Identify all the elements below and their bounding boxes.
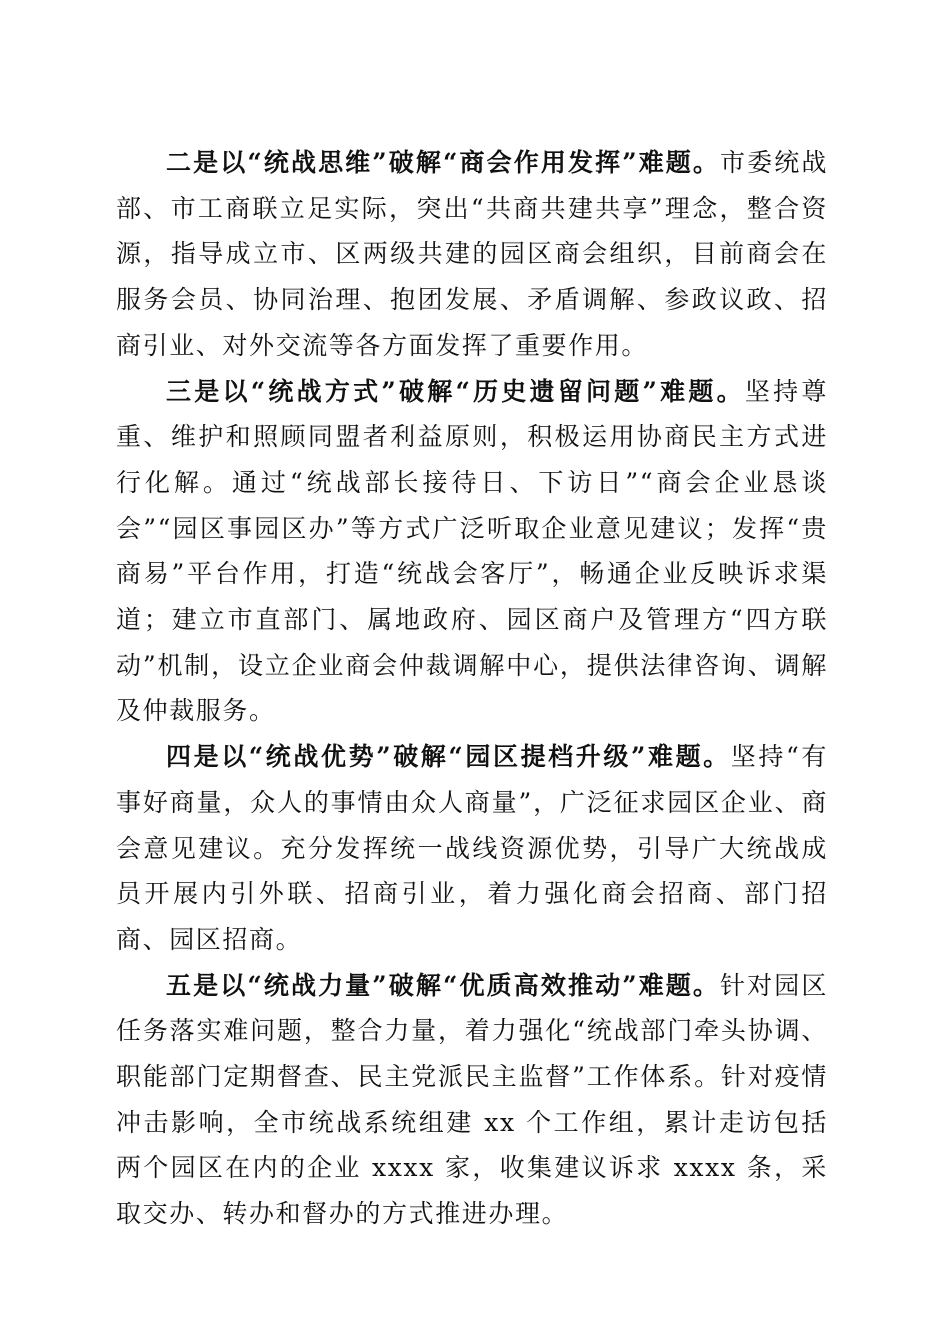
paragraph-5 (116, 963, 828, 1237)
paragraph-5-body: 针对园区任务落实难问题，整合力量，着力强化“统战部门牵头协调、职能部门定期督查、民主党派民主监督”工作体系。针对疫情冲击影响，全市统战系统组建 xx 个工作组，累计走访包括两个园区在内的企业 xxxx 家，收集建议诉求 xxxx 条，采取交办、转办和督办的方式推进办理。 (116, 970, 828, 1229)
paragraph-2-lead: 二是以“统战思维”破解“商会作用发挥”难题。 (166, 148, 721, 177)
paragraph-3 (116, 369, 828, 735)
paragraph-3-body: 坚持尊重、维护和照顾同盟者利益原则，积极运用协商民主方式进行化解。通过“统战部长接待日、下访日”“商会企业恳谈会”“园区事园区办”等方式广泛听取企业意见建议；发挥“贵商易”平台作用，打造“统战会客厅”，畅通企业反映诉求渠道；建立市直部门、属地政府、园区商户及管理方“四方联动”机制，设立企业商会仲裁调解中心，提供法律咨询、调解及仲裁服务。 (116, 376, 828, 726)
paragraph-3-lead: 三是以“统战方式”破解“历史遗留问题”难题。 (166, 376, 745, 406)
paragraph-4-lead: 四是以“统战优势”破解“园区提档升级”难题。 (166, 742, 731, 772)
paragraph-2 (116, 140, 828, 369)
document-body (116, 140, 828, 1237)
paragraph-5-lead: 五是以“统战力量”破解“优质高效推动”难题。 (166, 970, 721, 1000)
paragraph-2-body: 市委统战部、市工商联立足实际，突出“共商共建共享”理念，整合资源，指导成立市、区两级共建的园区商会组织，目前商会在服务会员、协同治理、抱团发展、矛盾调解、参政议政、招商引业、对外交流等各方面发挥了重要作用。 (116, 148, 828, 360)
paragraph-4 (116, 734, 828, 963)
paragraph-4-body: 坚持“有事好商量，众人的事情由众人商量”，广泛征求园区企业、商会意见建议。充分发挥统一战线资源优势，引导广大统战成员开展内引外联、招商引业，着力强化商会招商、部门招商、园区招商。 (116, 742, 828, 954)
